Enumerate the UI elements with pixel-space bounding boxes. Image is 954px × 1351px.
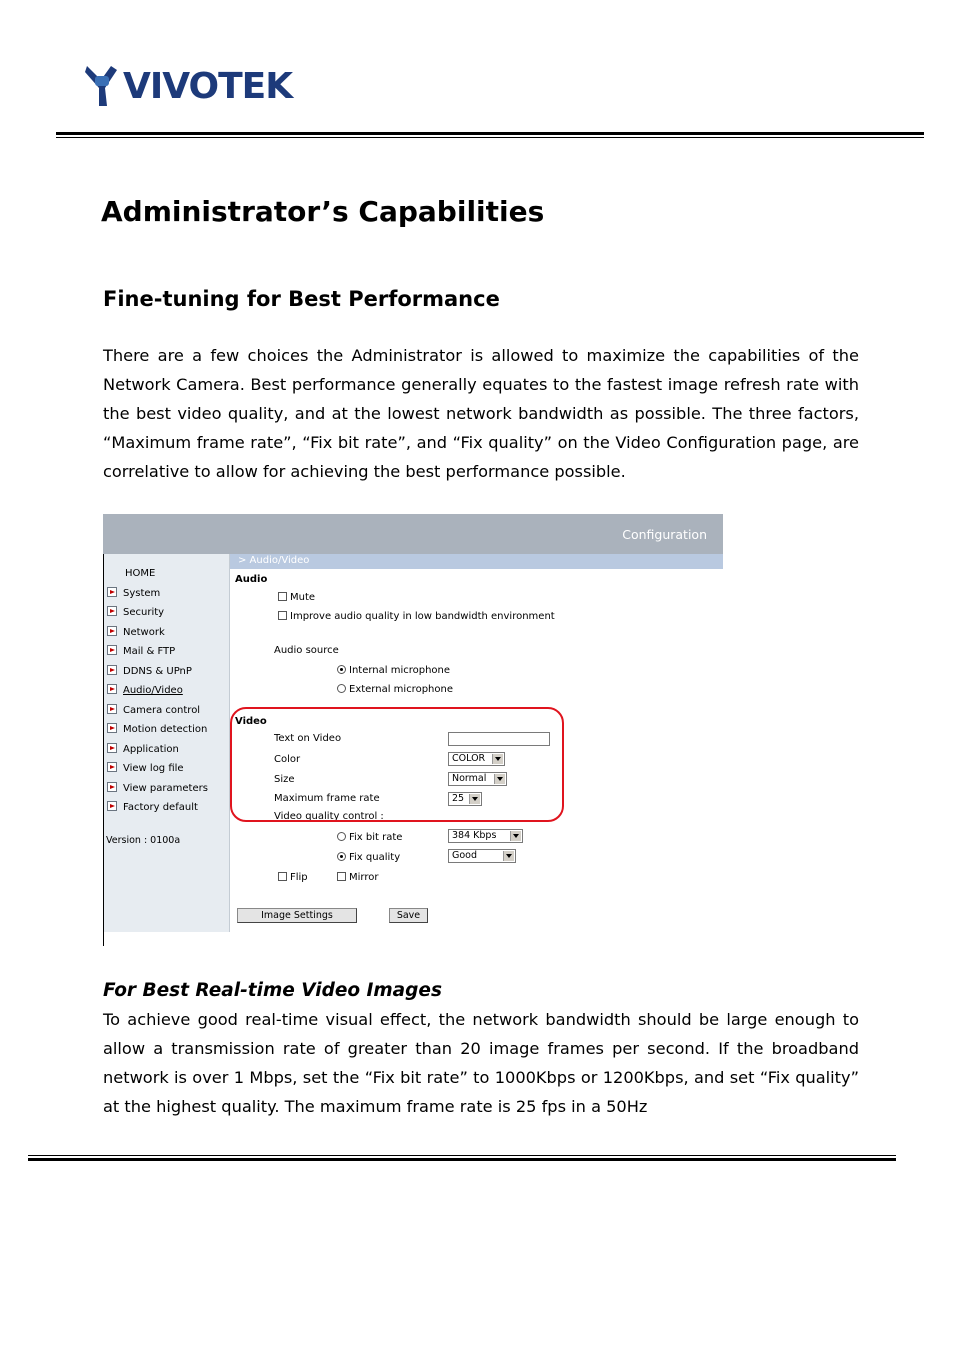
arrow-icon: [107, 606, 117, 616]
nav-label: Application: [123, 744, 179, 755]
arrow-icon: [107, 782, 117, 792]
nav-label: Factory default: [123, 802, 198, 813]
size-label: Size: [274, 774, 295, 785]
size-value: Normal: [452, 773, 487, 784]
fix-quality-select[interactable]: [448, 849, 516, 863]
radio-icon: [337, 684, 346, 693]
audio-heading: Audio: [235, 574, 268, 585]
color-select[interactable]: [448, 752, 505, 766]
page-title: Administrator’s Capabilities: [101, 195, 545, 228]
mirror-checkbox[interactable]: [337, 871, 378, 883]
fix-quality-radio[interactable]: [337, 851, 400, 863]
nav-item-security[interactable]: [107, 605, 164, 619]
nav-item-view-log[interactable]: [107, 761, 184, 775]
arrow-icon: [107, 626, 117, 636]
nav-label: Mail & FTP: [123, 646, 176, 657]
max-frame-rate-value: 25: [452, 793, 465, 804]
nav-label: View log file: [123, 763, 184, 774]
improve-audio-label: Improve audio quality in low bandwidth environment: [290, 611, 555, 622]
radio-selected-icon: [337, 665, 346, 674]
nav-label: Security: [123, 607, 165, 618]
nav-item-motion-detection[interactable]: [107, 722, 207, 736]
sidebar-divider: [229, 554, 230, 932]
nav-item-view-parameters[interactable]: [107, 781, 208, 795]
mute-label: Mute: [290, 592, 316, 603]
config-banner: [103, 514, 723, 554]
arrow-icon: [107, 801, 117, 811]
breadcrumb-text: > Audio/Video: [238, 555, 310, 566]
external-mic-label: External microphone: [349, 684, 453, 695]
banner-title: Configuration: [622, 527, 707, 542]
fix-quality-label: Fix quality: [349, 852, 401, 863]
vivotek-logo: [85, 62, 295, 112]
arrow-icon: [107, 743, 117, 753]
save-button[interactable]: Save: [389, 908, 428, 923]
fix-bit-rate-value: 384 Kbps: [452, 830, 497, 841]
size-select[interactable]: [448, 772, 507, 786]
nav-label: View parameters: [123, 783, 208, 794]
video-heading: Video: [235, 716, 267, 727]
arrow-icon: [107, 684, 117, 694]
header-rule: [56, 132, 924, 138]
nav-label: Motion detection: [123, 724, 208, 735]
nav-item-network[interactable]: [107, 625, 165, 639]
max-frame-rate-label: Maximum frame rate: [274, 793, 380, 804]
arrow-icon: [107, 645, 117, 655]
dropdown-arrow-icon: [503, 851, 514, 861]
image-settings-button[interactable]: Image Settings: [237, 908, 357, 923]
checkbox-icon: [278, 872, 287, 881]
fix-bit-rate-select[interactable]: [448, 829, 523, 843]
section-paragraph: There are a few choices the Administrator is allowed to maximize the capabilities of the Network Camera. Best performance generally equates to the fastest image refresh rate with the best video quality, and at the lowest network bandwidth as possible. The three factors, “Maximum frame rate”, “Fix bit rate”, and “Fix quality” on the Video Configuration page, are correlative to allow for achieving the best performance possible.: [103, 346, 859, 481]
improve-audio-checkbox[interactable]: [278, 610, 555, 622]
nav-label: Camera control: [123, 705, 201, 716]
dropdown-arrow-icon: [492, 754, 503, 764]
internal-mic-radio[interactable]: [337, 664, 450, 676]
radio-selected-icon: [337, 852, 346, 861]
external-mic-radio[interactable]: [337, 683, 453, 695]
dropdown-arrow-icon: [469, 794, 480, 804]
color-value: COLOR: [452, 753, 486, 764]
dropdown-arrow-icon: [510, 831, 521, 841]
nav-item-system[interactable]: [107, 586, 160, 600]
mirror-label: Mirror: [349, 872, 379, 883]
arrow-icon: [107, 665, 117, 675]
arrow-icon: [107, 762, 117, 772]
footer-rule: [28, 1155, 896, 1161]
nav-item-audio-video[interactable]: [107, 683, 183, 697]
nav-label: Network: [123, 627, 165, 638]
nav-item-camera-control[interactable]: [107, 703, 200, 717]
nav-item-mail-ftp[interactable]: [107, 644, 175, 658]
audio-source-label: Audio source: [274, 645, 339, 656]
checkbox-icon: [278, 611, 287, 620]
dropdown-arrow-icon: [494, 774, 505, 784]
checkbox-icon: [337, 872, 346, 881]
checkbox-icon: [278, 592, 287, 601]
text-on-video-input[interactable]: [448, 732, 550, 746]
config-screenshot: [103, 514, 723, 946]
nav-label: Audio/Video: [123, 685, 183, 696]
nav-label: DDNS & UPnP: [123, 666, 192, 677]
breadcrumb: [230, 554, 723, 569]
logo-text: VIVOTEK: [123, 66, 293, 107]
fix-bit-rate-radio[interactable]: [337, 831, 402, 843]
arrow-icon: [107, 704, 117, 714]
flip-checkbox[interactable]: [278, 871, 308, 883]
video-quality-control-label: Video quality control :: [274, 811, 384, 822]
fix-bit-rate-label: Fix bit rate: [349, 832, 403, 843]
max-frame-rate-select[interactable]: [448, 792, 482, 806]
nav-home[interactable]: HOME: [125, 568, 156, 579]
color-label: Color: [274, 754, 301, 765]
nav-item-factory-default[interactable]: [107, 800, 198, 814]
mute-checkbox[interactable]: [278, 591, 315, 603]
flip-label: Flip: [290, 872, 308, 883]
subsection-paragraph: To achieve good real-time visual effect, the network bandwidth should be large enough to allow a transmission rate of greater than 20 image frames per second. If the broadband network is over 1 Mbps, set the “Fix bit rate” to 1000Kbps or 1200Kbps, and set “Fix quality” at the highest quality. The maximum frame rate is 25 fps in a 50Hz: [103, 1010, 859, 1116]
nav-item-application[interactable]: [107, 742, 179, 756]
camera-logo-icon: [85, 62, 125, 112]
arrow-icon: [107, 587, 117, 597]
arrow-icon: [107, 723, 117, 733]
nav-label: System: [123, 588, 161, 599]
subsection-heading: For Best Real-time Video Images: [103, 980, 442, 1001]
nav-item-ddns-upnp[interactable]: [107, 664, 192, 678]
section-heading: Fine-tuning for Best Performance: [103, 287, 500, 311]
fix-quality-value: Good: [452, 850, 478, 861]
internal-mic-label: Internal microphone: [349, 665, 451, 676]
text-on-video-label: Text on Video: [274, 733, 342, 744]
version-text: Version : 0100a: [106, 835, 181, 846]
radio-icon: [337, 832, 346, 841]
